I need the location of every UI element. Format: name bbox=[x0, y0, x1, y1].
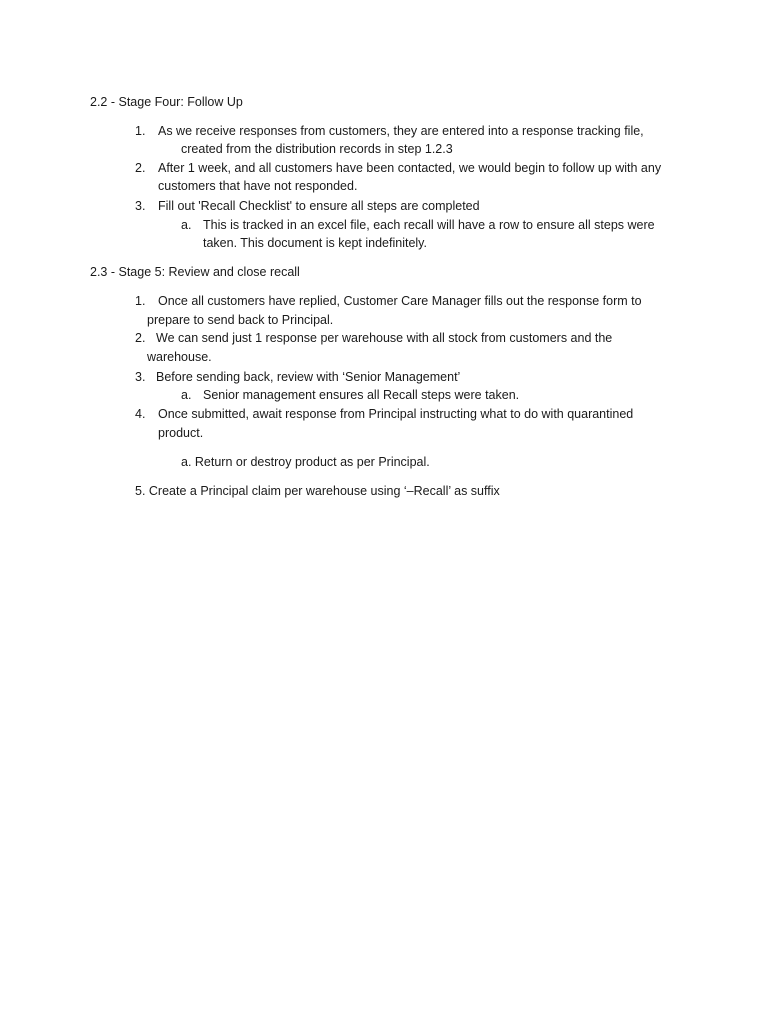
list-item-text: product. bbox=[158, 426, 204, 440]
list-number: 1. bbox=[135, 294, 146, 308]
sublist-item-text: This is tracked in an excel file, each recall will have a row to ensure all steps were bbox=[203, 218, 655, 232]
list-item-text: After 1 week, and all customers have been contacted, we would begin to follow up with any bbox=[158, 161, 662, 175]
list-item-text: Before sending back, review with ‘Senior Management’ bbox=[156, 370, 461, 384]
list-item-text: Fill out 'Recall Checklist' to ensure all steps are completed bbox=[158, 199, 480, 213]
loose-paragraph: 5. Create a Principal claim per warehouse using ‘–Recall’ as suffix bbox=[135, 484, 500, 498]
section-heading: 2.2 - Stage Four: Follow Up bbox=[90, 95, 243, 109]
list-number: 2. bbox=[135, 331, 146, 345]
list-item-text: customers that have not responded. bbox=[158, 179, 358, 193]
list-number: 2. bbox=[135, 161, 146, 175]
sublist-item-text: Senior management ensures all Recall steps were taken. bbox=[203, 388, 520, 402]
list-item-text: warehouse. bbox=[147, 350, 212, 364]
list-number: 3. bbox=[135, 370, 146, 384]
list-number: 1. bbox=[135, 124, 146, 138]
sublist-letter: a. bbox=[181, 218, 192, 232]
list-item-text: created from the distribution records in step 1.2.3 bbox=[181, 142, 453, 156]
list-number: 3. bbox=[135, 199, 146, 213]
list-item-text: We can send just 1 response per warehouse with all stock from customers and the bbox=[156, 331, 613, 345]
list-item-text: Once all customers have replied, Customer Care Manager fills out the response form to bbox=[158, 294, 642, 308]
list-number: 4. bbox=[135, 407, 146, 421]
section-heading: 2.3 - Stage 5: Review and close recall bbox=[90, 265, 300, 279]
sublist-letter: a. bbox=[181, 388, 192, 402]
sublist-item-text: taken. This document is kept indefinitely. bbox=[203, 236, 427, 250]
loose-paragraph: a. Return or destroy product as per Principal. bbox=[181, 455, 430, 469]
list-item-text: As we receive responses from customers, they are entered into a response tracking file, bbox=[158, 124, 644, 138]
list-item-text: Once submitted, await response from Principal instructing what to do with quarantined bbox=[158, 407, 634, 421]
list-item-text: prepare to send back to Principal. bbox=[147, 313, 334, 327]
